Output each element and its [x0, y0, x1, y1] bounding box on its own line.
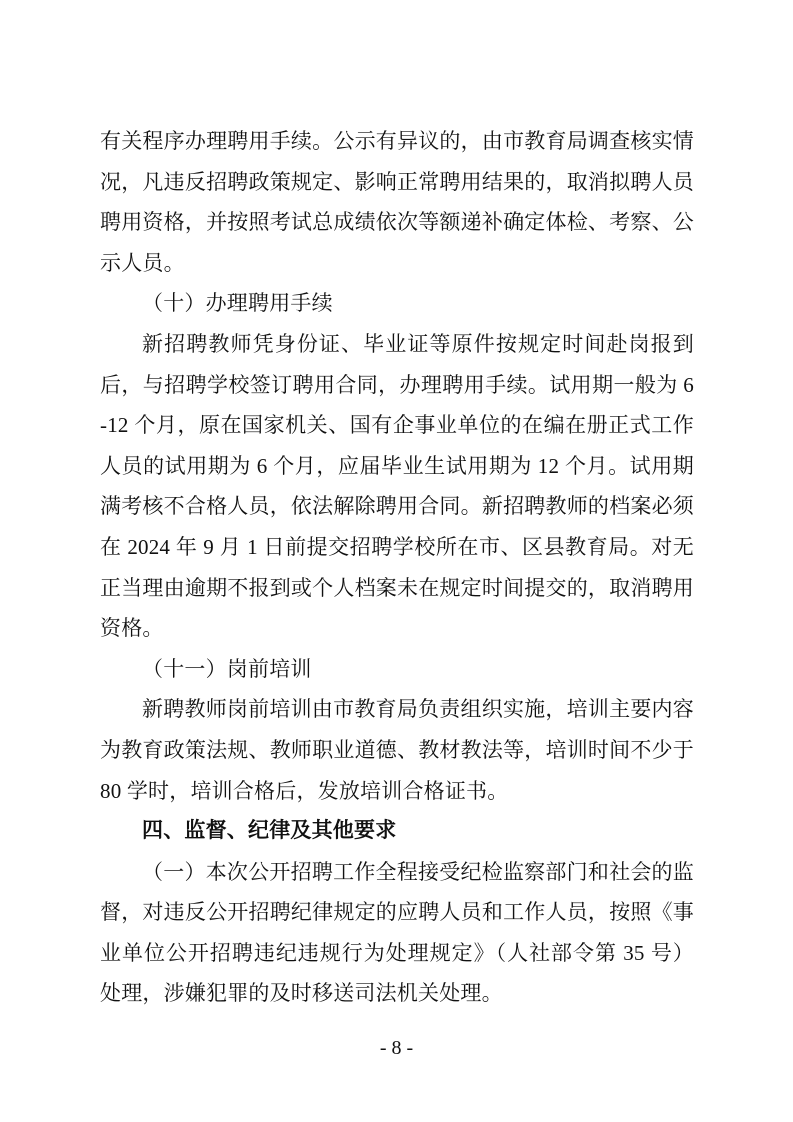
heading-section-11: （十一）岗前培训	[142, 656, 312, 681]
page-number: - 8 -	[379, 1037, 414, 1059]
paragraph-pre-job-training: 新聘教师岗前培训由市教育局负责组织实施，培训主要内容为教育政策法规、教师职业道德、教材教法等，培训时间不少于 80 学时，培训合格后，发放培训合格证书。	[100, 697, 694, 803]
paragraph-hiring-procedures: 新招聘教师凭身份证、毕业证等原件按规定时间赴岗报到后，与招聘学校签订聘用合同，办理聘用手续。试用期一般为 6-12 个月，原在国家机关、国有企事业单位的在编在册正式工作人员的试用期为 6 个月，应届毕业生试用期为 12 个月。试用期满考核不合格人员，依法解除聘用合同。新招聘教师的档案必须在 2024 年 9 月 1 日前提交招聘学校所在市、区县教育局。对无正当理由逾期不报到或个人档案未在规定时间提交的，取消聘用资格。	[100, 331, 694, 641]
paragraph-continuation-hiring-publicity: 有关程序办理聘用手续。公示有异议的，由市教育局调查核实情况，凡违反招聘政策规定、影响正常聘用结果的，取消拟聘人员聘用资格，并按照考试总成绩依次等额递补确定体检、考察、公示人员。	[100, 129, 694, 275]
heading-part-4-supervision: 四、监督、纪律及其他要求	[142, 819, 397, 843]
paragraph-supervision-discipline: （一）本次公开招聘工作全程接受纪检监察部门和社会的监督，对违反公开招聘纪律规定的应聘人员和工作人员，按照《事业单位公开招聘违纪违规行为处理规定》（人社部令第 35 号）处理，涉嫌犯罪的及时移送司法机关处理。	[100, 859, 694, 1006]
document-body	[100, 121, 694, 1014]
heading-section-10: （十）办理聘用手续	[142, 291, 333, 316]
